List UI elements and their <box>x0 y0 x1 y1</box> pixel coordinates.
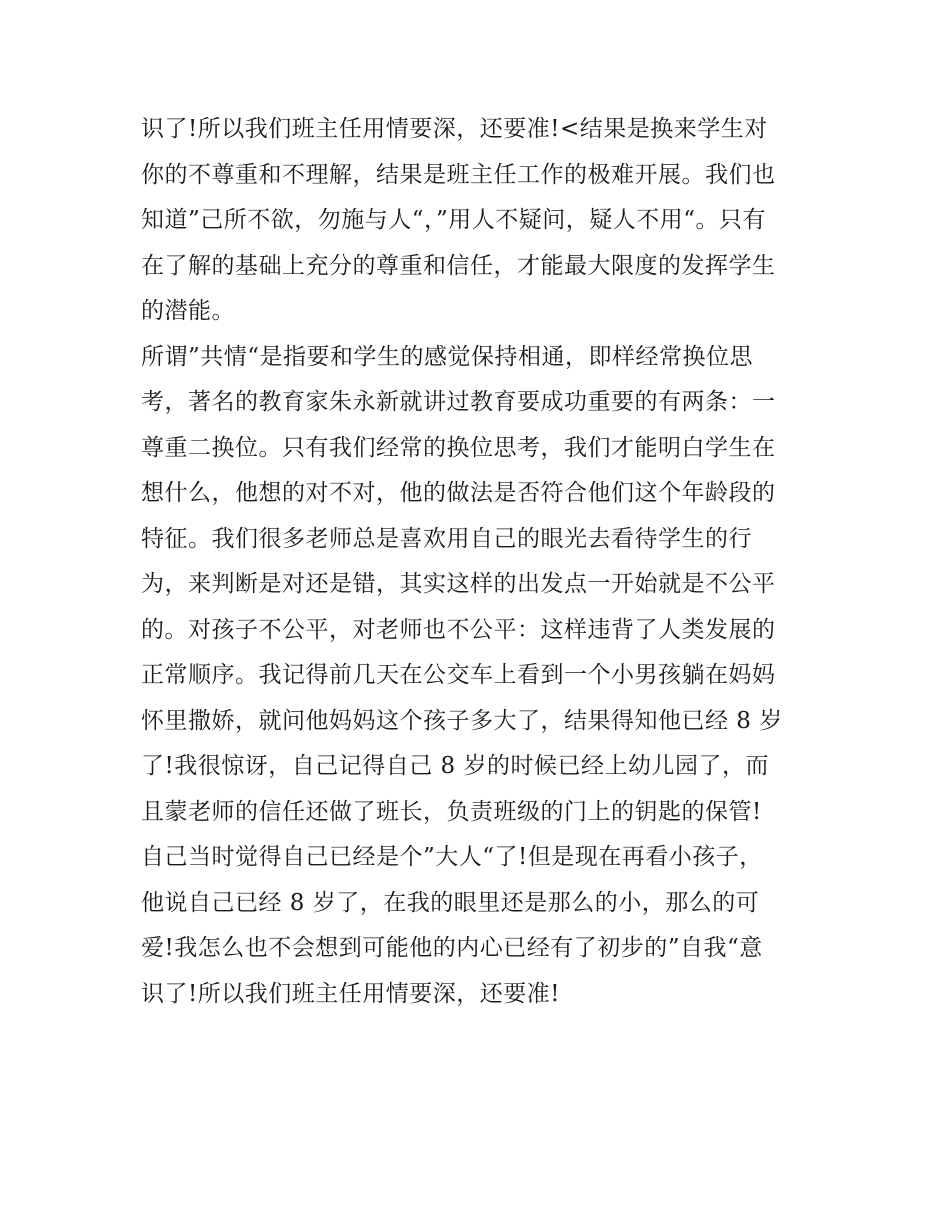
text-line-13: 正常顺序。我记得前几天在公交车上看到一个小男孩躺在妈妈 <box>141 662 776 688</box>
text-line-3: 知道”己所不欲，勿施与人“，”用人不疑问，疑人不用“。只有 <box>141 207 767 233</box>
text-line-8: 尊重二换位。只有我们经常的换位思考，我们才能明白学生在 <box>141 434 776 461</box>
text-line-18: 他说自己已经 8 岁了，在我的眼里还是那么的小，那么的可 <box>141 889 760 916</box>
text-line-2: 你的不尊重和不理解，结果是班主任工作的极难开展。我们也 <box>141 161 776 188</box>
text-line-11: 为，来判断是对还是错，其实这样的出发点一开始就是不公平 <box>141 571 776 597</box>
text-line-15: 了!我很惊讶，自己记得自己 8 岁的时候已经上幼儿园了，而 <box>141 753 769 779</box>
text-line-7: 考，著名的教育家朱永新就讲过教育要成功重要的有两条：一 <box>141 389 776 415</box>
text-line-1: 识了!所以我们班主任用情要深，还要准!<结果是换来学生对 <box>141 116 768 142</box>
text-line-10: 特征。我们很多老师总是喜欢用自己的眼光去看待学生的行 <box>141 525 752 552</box>
text-line-5: 的潜能。 <box>141 298 235 324</box>
document-body <box>141 107 821 1017</box>
text-line-16: 且蒙老师的信任还做了班长，负责班级的门上的钥匙的保管! <box>141 798 762 825</box>
text-line-4: 在了解的基础上充分的尊重和信任，才能最大限度的发挥学生 <box>141 252 776 279</box>
text-line-20: 识了!所以我们班主任用情要深，还要准! <box>141 980 560 1007</box>
text-line-19: 爱!我怎么也不会想到可能他的内心已经有了初步的”自我“意 <box>141 935 763 961</box>
text-line-12: 的。对孩子不公平，对老师也不公平：这样违背了人类发展的 <box>141 616 776 643</box>
text-line-6: 所谓”共情“是指要和学生的感觉保持相通，即样经常换位思 <box>141 343 754 370</box>
text-line-17: 自己当时觉得自己已经是个”大人“了!但是现在再看小孩子， <box>141 844 763 870</box>
text-line-9: 想什么，他想的对不对，他的做法是否符合他们这个年龄段的 <box>141 480 776 506</box>
text-line-14: 怀里撒娇，就问他妈妈这个孩子多大了，结果得知他已经 8 岁 <box>141 707 783 734</box>
